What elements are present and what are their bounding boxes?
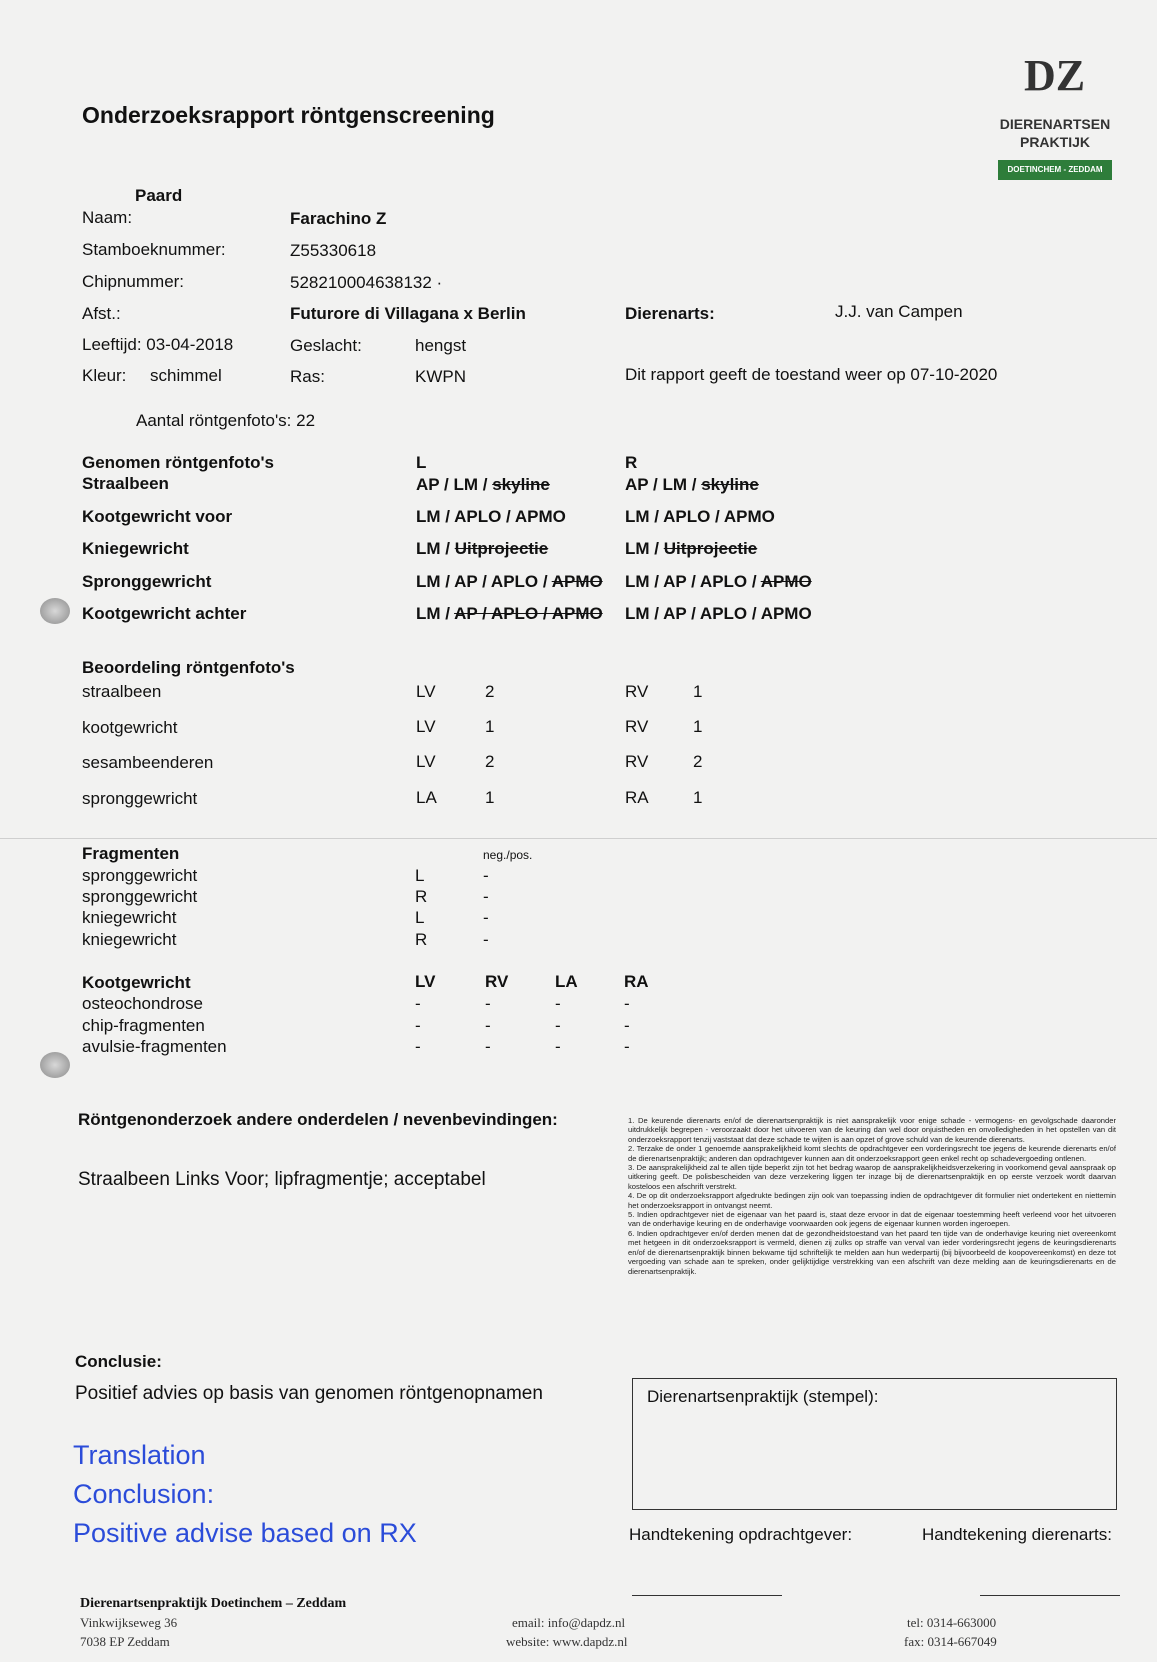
koot-col-lv: LV [415, 972, 436, 991]
logo-line1: DIERENARTSEN [999, 116, 1111, 132]
koot-label: avulsie-fragmenten [82, 1037, 227, 1056]
koot-value: - [555, 1016, 561, 1035]
taken-right-views: LM / AP / APLO / APMO [625, 572, 812, 591]
taken-row-label: Kniegewricht [82, 539, 189, 558]
assessment-left-key: LV [416, 752, 436, 771]
client-signature-label: Handtekening opdrachtgever: [629, 1525, 853, 1544]
age: Leeftijd: 03-04-2018 [82, 335, 234, 354]
afst-label: Afst.: [82, 304, 121, 323]
other-heading: Röntgenonderzoek andere onderdelen / nevenbevindingen: [78, 1110, 558, 1129]
assessment-label: spronggewricht [82, 789, 198, 808]
taken-right-views: LM / APLO / APMO [625, 507, 775, 526]
assessment-label: straalbeen [82, 682, 162, 701]
sex-value: hengst [415, 336, 467, 355]
vet-signature-line [980, 1595, 1120, 1596]
assessment-right-grade: 2 [693, 752, 703, 771]
koot-label: osteochondrose [82, 994, 203, 1013]
name-label: Naam: [82, 208, 133, 227]
fragment-value: - [483, 930, 489, 949]
conclusion-heading: Conclusie: [75, 1352, 162, 1371]
footer-city: 7038 EP Zeddam [80, 1634, 170, 1649]
koot-heading: Kootgewricht [82, 973, 191, 992]
koot-value: - [415, 994, 421, 1013]
assessment-left-key: LA [416, 788, 437, 807]
fragment-side: L [415, 866, 425, 885]
taken-right-views: AP / LM / skyline [625, 475, 759, 494]
footer-fax: fax: 0314-667049 [904, 1634, 997, 1649]
taken-row-label: Kootgewricht voor [82, 507, 233, 526]
koot-label: chip-fragmenten [82, 1016, 205, 1035]
assessment-label: kootgewricht [82, 718, 178, 737]
xray-count: Aantal röntgenfoto's: 22 [136, 411, 316, 430]
taken-left-views: AP / LM / skyline [416, 475, 550, 494]
fragment-side: R [415, 930, 428, 949]
koot-value: - [624, 1037, 630, 1056]
assessment-left-grade: 1 [485, 717, 495, 736]
assessment-left-key: LV [416, 717, 436, 736]
koot-value: - [415, 1037, 421, 1056]
client-signature-line [632, 1595, 782, 1596]
term-5: 5. Indien opdrachtgever niet de eigenaar van het paard is, staat deze ervoor in dat de eigenaar toestemming heeft verleend voor het uitvoeren van de onderhavige keuring en de onderhavige voorwaarden ook jegens de eigenaar kunnen worden ingeroepen. [628, 1210, 1116, 1229]
taken-right-views: LM / Uitprojectie [625, 539, 758, 558]
taken-left-views: LM / AP / APLO / APMO [416, 604, 603, 623]
term-6: 6. Indien opdrachtgever en/of derden menen dat de gezondheidstoestand van het paard ten tijde van de onderhavige keuring niet overeenkomt met hetgeen in dit onderzoeksrapport is vermeld, dienen zij zulks op straffe van verval van ieder vorderingsrecht jegens de keuringsdierenarts en/of de dierenartsenpraktijk binnen bekwame tijd schriftelijk te melden aan hun wederpartij (bij bijvoorbeeld de koopovereenkomst) en deze tot vergoeding van schade aan te spreken, onder gelijktijdige verstrekking van een afschrift van deze melding aan de keuringsdierenarts en de dierenartsenpraktijk. [628, 1228, 1116, 1276]
footer-website: website: www.dapdz.nl [506, 1634, 628, 1649]
assessment-left-grade: 2 [485, 682, 495, 701]
footer-practice-name: Dierenartsenpraktijk Doetinchem – Zeddam [80, 1596, 347, 1611]
other-finding: Straalbeen Links Voor; lipfragmentje; acceptabel [78, 1169, 486, 1190]
footer-street: Vinkwijkseweg 36 [80, 1615, 178, 1630]
taken-left-views: LM / APLO / APMO [416, 507, 566, 526]
fragment-value: - [483, 866, 489, 885]
stud-number: Z55330618 [290, 241, 377, 260]
translation-heading: Conclusion: [73, 1479, 215, 1509]
assessment-right-key: RV [625, 682, 649, 701]
fragments-heading: Fragmenten [82, 844, 180, 863]
assessment-left-grade: 1 [485, 788, 495, 807]
punch-hole [40, 1052, 70, 1078]
vet-name: J.J. van Campen [835, 302, 963, 321]
footer-tel: tel: 0314-663000 [907, 1615, 997, 1630]
fragment-value: - [483, 908, 489, 927]
translation-text: Positive advise based on RX [73, 1518, 417, 1548]
fragment-label: spronggewricht [82, 866, 198, 885]
color-label: Kleur: [82, 366, 127, 385]
paper-fold [0, 838, 1157, 839]
term-3: 3. De aansprakelijkheid zal te allen tijde beperkt zijn tot het bedrag waarop de aansprakelijkheidsverzekering in voorkomend geval aanspraak op uitkering geeft. De polisbescheiden van deze verzekering liggen ter inzage bij de dierenartsenpraktijk en op eerste verzoek wordt daarvan kosteloos een afschrift verstrekt. [628, 1163, 1116, 1191]
terms-fine-print [628, 1116, 1116, 1276]
term-4: 4. De op dit onderzoeksrapport afgedrukte bedingen zijn ook van toepassing indien de opdrachtgever dit formulier niet ondertekent en niettemin het onderzoeksrapport in ontvangst neemt. [628, 1191, 1116, 1210]
koot-value: - [555, 994, 561, 1013]
koot-value: - [555, 1037, 561, 1056]
chip-label: Chipnummer: [82, 272, 185, 291]
taken-row-label: Kootgewricht achter [82, 604, 247, 623]
koot-value: - [415, 1016, 421, 1035]
chip-number: 528210004638132 · [290, 273, 443, 292]
conclusion-text: Positief advies op basis van genomen röntgenopnamen [75, 1383, 543, 1404]
logo-line2: PRAKTIJK [1019, 134, 1090, 150]
fragment-side: R [415, 887, 428, 906]
vet-label: Dierenarts: [625, 304, 715, 323]
stamp-label: Dierenartsenpraktijk (stempel): [647, 1387, 879, 1406]
footer-email: email: info@dapdz.nl [512, 1615, 626, 1630]
taken-left-views: LM / Uitprojectie [416, 539, 549, 558]
assessment-label: sesambeenderen [82, 753, 214, 772]
punch-hole [40, 598, 70, 624]
fragment-label: spronggewricht [82, 887, 198, 906]
assessment-right-key: RV [625, 752, 649, 771]
assessment-heading: Beoordeling röntgenfoto's [82, 658, 295, 677]
assessment-right-grade: 1 [693, 682, 703, 701]
assessment-right-grade: 1 [693, 788, 703, 807]
vet-signature-label: Handtekening dierenarts: [922, 1525, 1112, 1544]
practice-logo [992, 50, 1117, 182]
assessment-left-key: LV [416, 682, 436, 701]
logo-banner: DOETINCHEM - ZEDDAM [998, 160, 1112, 180]
term-2: 2. Terzake de onder 1 genoemde aansprakelijkheid komt slechts de opdrachtgever een vorderingsrecht toe jegens de keurende dierenarts en/of de dierenartsenpraktijk; anderen dan opdrachtgever kunnen aan dit onderzoeksrapport geen enkel recht op schadevergoeding ontlenen. [628, 1144, 1116, 1163]
koot-col-rv: RV [485, 972, 509, 991]
assessment-left-grade: 2 [485, 752, 495, 771]
koot-value: - [485, 1016, 491, 1035]
pedigree: Futurore di Villagana x Berlin [290, 304, 526, 323]
breed-value: KWPN [415, 367, 466, 386]
koot-col-la: LA [555, 972, 578, 991]
koot-value: - [485, 994, 491, 1013]
assessment-right-key: RV [625, 717, 649, 736]
fragment-value: - [483, 887, 489, 906]
color-value: schimmel [150, 366, 222, 385]
taken-row-label: Spronggewricht [82, 572, 212, 591]
logo-mark: DZ [1024, 51, 1086, 100]
negpos-label: neg./pos. [483, 848, 533, 862]
report-date: Dit rapport geeft de toestand weer op 07-10-2020 [625, 365, 998, 384]
fragment-label: kniegewricht [82, 930, 177, 949]
translation-title: Translation [73, 1440, 206, 1470]
fragment-label: kniegewricht [82, 908, 177, 927]
koot-value: - [624, 1016, 630, 1035]
sex-label: Geslacht: [290, 336, 362, 355]
koot-value: - [624, 994, 630, 1013]
stud-label: Stamboeknummer: [82, 240, 226, 259]
taken-left-views: LM / AP / APLO / APMO [416, 572, 603, 591]
assessment-right-key: RA [625, 788, 649, 807]
term-1: 1. De keurende dierenarts en/of de dierenartsenpraktijk is niet aansprakelijk voor enige schade - vermogens- en gevolgschade daaronder uitdrukkelijk begrepen - veroorzaakt door het uitvoeren van de keuring dan wel door onjuistheden en onvolledigheden in het opstellen van dit onderzoeksrapport tenzij vaststaat dat deze schade te wijten is aan opzet of grove schuld van de keurende dierenarts. [628, 1116, 1116, 1144]
taken-col-right: R [625, 453, 638, 472]
breed-label: Ras: [290, 367, 325, 386]
taken-right-views: LM / AP / APLO / APMO [625, 604, 812, 623]
assessment-right-grade: 1 [693, 717, 703, 736]
page-title: Onderzoeksrapport röntgenscreening [82, 102, 495, 128]
koot-value: - [485, 1037, 491, 1056]
horse-section-label: Paard [135, 186, 183, 205]
fragment-side: L [415, 908, 425, 927]
koot-col-ra: RA [624, 972, 649, 991]
taken-col-left: L [416, 453, 427, 472]
stamp-box [632, 1378, 1117, 1510]
taken-heading: Genomen röntgenfoto's [82, 453, 274, 472]
horse-name: Farachino Z [290, 209, 387, 228]
taken-row-label: Straalbeen [82, 474, 169, 493]
